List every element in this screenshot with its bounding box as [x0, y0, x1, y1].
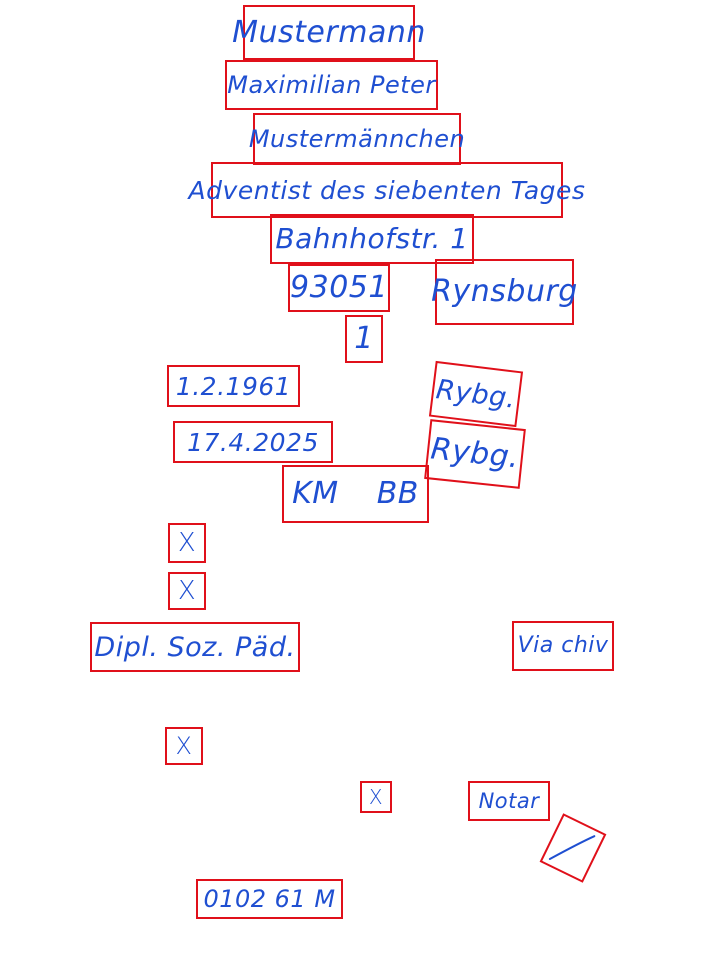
- field-notary: [468, 781, 550, 821]
- checkbox-4: [360, 781, 392, 813]
- field-via: [512, 621, 614, 671]
- handwritten-religion: Adventist des siebenten Tages: [188, 175, 586, 205]
- field-single-digit: [345, 315, 383, 363]
- check-mark-1: X: [177, 528, 197, 558]
- handwritten-issue-date: 17.4.2025: [187, 427, 319, 457]
- handwritten-birth-name: Mustermännchen: [248, 125, 466, 153]
- field-place-2: [424, 419, 526, 489]
- handwritten-place-1: Rybg.: [434, 373, 518, 415]
- handwritten-initials: KM BB: [292, 476, 419, 511]
- field-city: [431, 259, 578, 325]
- field-id-code: [196, 879, 343, 919]
- field-postal-code: [288, 264, 390, 312]
- field-issue-date: [173, 421, 333, 463]
- handwritten-single-digit: 1: [354, 321, 374, 356]
- field-place-1: [429, 361, 523, 427]
- field-qualification: [90, 622, 300, 672]
- checkbox-3: [165, 727, 203, 765]
- checkbox-2: [168, 572, 206, 610]
- handwritten-qualification: Dipl. Soz. Päd.: [94, 631, 296, 663]
- field-birth-date: [167, 365, 300, 407]
- handwritten-id-code: 0102 61 M: [203, 885, 336, 913]
- check-mark-2: X: [177, 576, 197, 606]
- slash-stroke: [545, 818, 602, 879]
- handwritten-place-2: Rybg.: [429, 431, 521, 476]
- handwritten-birth-date: 1.2.1961: [175, 371, 292, 401]
- field-birth-name: [248, 113, 466, 165]
- field-surname: [232, 5, 426, 60]
- handwritten-street: Bahnhofstr. 1: [275, 222, 469, 255]
- field-slash-mark: [540, 813, 607, 883]
- handwritten-notary: Notar: [478, 788, 540, 813]
- check-mark-3: X: [175, 732, 193, 760]
- checkbox-1: [168, 523, 206, 563]
- field-religion: [188, 162, 586, 218]
- handwritten-surname: Mustermann: [232, 14, 426, 50]
- field-street: [270, 214, 474, 264]
- field-initials: [282, 465, 429, 523]
- handwritten-postal-code: 93051: [290, 270, 388, 305]
- check-mark-4: X: [368, 785, 384, 809]
- handwritten-via: Via chiv: [517, 633, 609, 658]
- handwritten-given-names: Maximilian Peter: [227, 71, 436, 99]
- field-given-names: [225, 60, 438, 110]
- handwritten-city: Rynsburg: [431, 274, 578, 309]
